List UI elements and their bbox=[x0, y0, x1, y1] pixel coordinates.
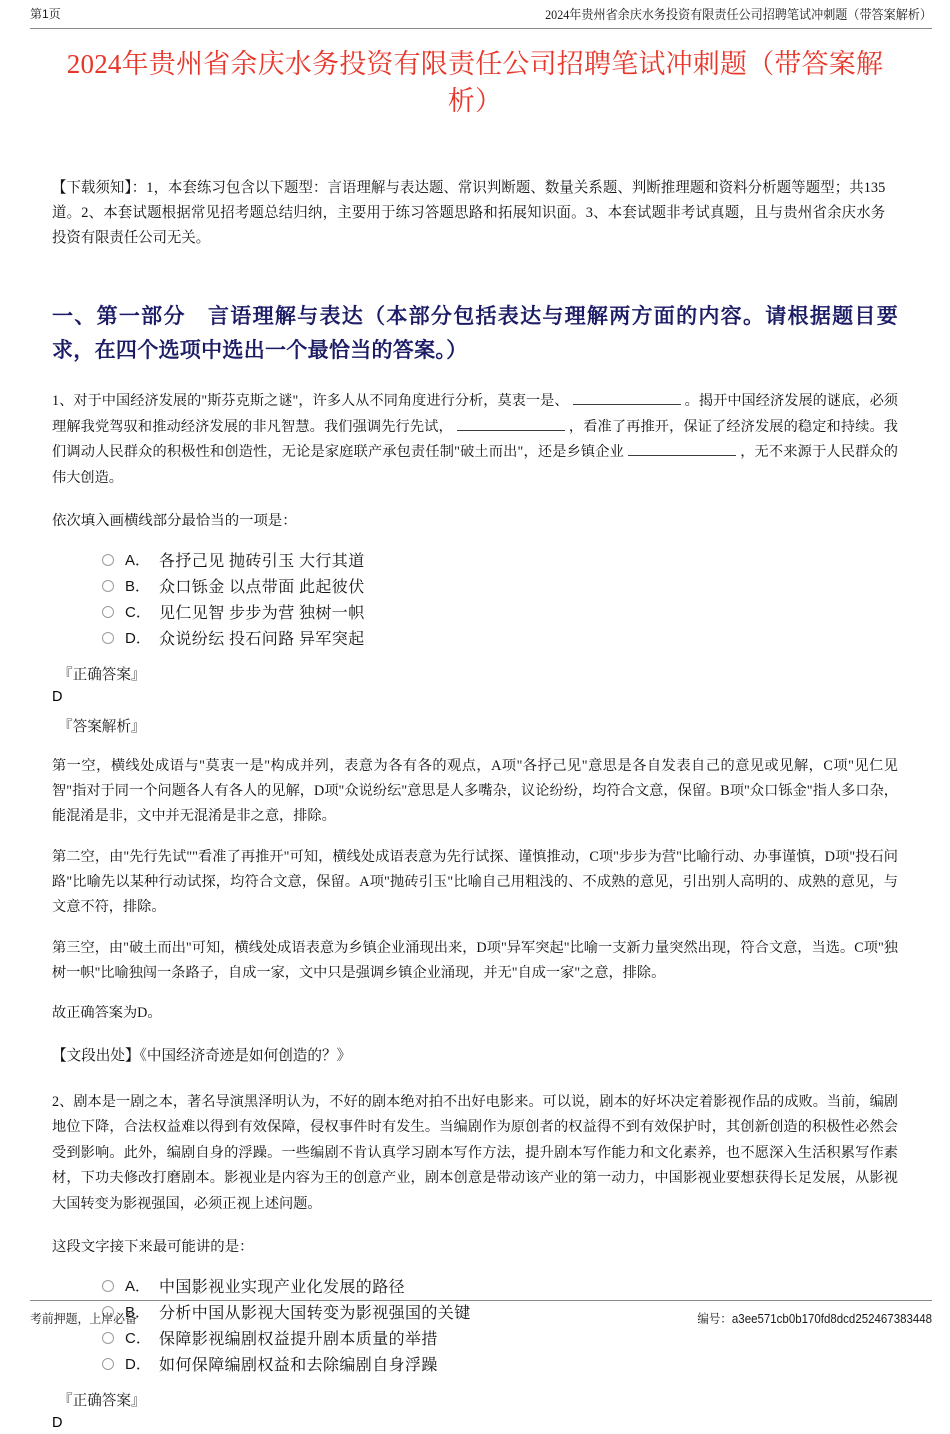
option-text: 中国影视业实现产业化发展的路径 bbox=[159, 1279, 406, 1297]
option-letter: B． bbox=[125, 578, 151, 596]
question-2-number: 2、 bbox=[52, 1093, 74, 1110]
page-footer bbox=[30, 1300, 932, 1331]
question-1-explanation-2: 第二空，由"先行先试""看准了再推开"可知，横线处成语表意为先行试探、谨慎推动，C项"步步为营"比喻行动、办事谨慎，D项"投石问路"比喻先以某种行动试探，均符合文意，保留。A项"抛砖引玉"比喻自己用粗浅的、不成熟的意见，引出别人高明的、成熟的意见，与文意不符，排除。 bbox=[52, 849, 898, 916]
option-row-2a[interactable] bbox=[102, 1273, 898, 1298]
question-2-stem bbox=[52, 1090, 898, 1218]
radio-button-icon[interactable] bbox=[102, 1332, 114, 1344]
question-1-explanation-conclusion: 故正确答案为D。 bbox=[52, 1004, 162, 1021]
option-row-1d[interactable] bbox=[102, 625, 898, 650]
fill-blank-2 bbox=[457, 417, 565, 431]
question-2-stem-text: 剧本是一剧之本，著名导演黑泽明认为，不好的剧本绝对拍不出好电影来。可以说，剧本的好坏决定着影视作品的成败。当前，编剧地位下降，合法权益难以得到有效保障，侵权事件时有发生。当编剧作为原创者的权益得不到有效保护时，其创新创造的积极性必然会受到影响。此外，编剧自身的浮躁。一些编剧不肯认真学习剧本写作方法，提升剧本写作能力和文化素养，也不愿深入生活积累写作素材，下功夫修改打磨剧本。影视业是内容为王的创意产业，剧本创意是带动该产业的第一动力，中国影视业要想获得长足发展，从影视大国转变为影视强国，必须正视上述问题。 bbox=[52, 1093, 898, 1212]
radio-button-icon[interactable] bbox=[102, 554, 114, 566]
question-2-answer-label: 『正确答案』 bbox=[58, 1393, 146, 1410]
question-1-source: 【文段出处】《中国经济奇迹是如何创造的？》 bbox=[52, 1047, 352, 1064]
footer-document-id: 编号：a3ee571cb0b170fd8dcd252467383448 bbox=[697, 1312, 932, 1326]
question-1-explanation-3: 第三空，由"破土而出"可知，横线处成语表意为乡镇企业涌现出来，D项"异军突起"比喻一支新力量突然出现，符合文意，当选。C项"独树一帜"比喻独闯一条路子，自成一家，文中只是强调乡镇企业涌现，并无"自成一家"之意，排除。 bbox=[52, 940, 898, 982]
question-1-answer-value: D bbox=[52, 689, 63, 706]
option-letter: D． bbox=[125, 1356, 151, 1374]
option-text: 众口铄金 以点带面 此起彼伏 bbox=[159, 579, 365, 597]
option-row-2d[interactable] bbox=[102, 1351, 898, 1376]
running-title: 2024年贵州省余庆水务投资有限责任公司招聘笔试冲刺题（带答案解析） bbox=[545, 6, 932, 22]
option-text: 如何保障编剧权益和去除编剧自身浮躁 bbox=[159, 1357, 438, 1375]
footer-slogan: 考前押题，上岸必备 bbox=[30, 1312, 137, 1326]
option-row-1a[interactable] bbox=[102, 547, 898, 572]
document-title: 2024年贵州省余庆水务投资有限责任公司招聘笔试冲刺题（带答案解析） bbox=[66, 49, 884, 116]
option-letter: D． bbox=[125, 630, 151, 648]
question-1-stem bbox=[52, 389, 898, 491]
option-text: 保障影视编剧权益提升剧本质量的举措 bbox=[159, 1331, 438, 1349]
question-1-prompt: 依次填入画横线部分最恰当的一项是： bbox=[52, 513, 297, 529]
option-text: 众说纷纭 投石问路 异军突起 bbox=[159, 631, 365, 649]
radio-button-icon[interactable] bbox=[102, 606, 114, 618]
option-letter: C． bbox=[125, 1330, 151, 1348]
question-1-number: 1、 bbox=[52, 393, 74, 409]
page-number-label: 第1页 bbox=[30, 7, 61, 21]
radio-button-icon[interactable] bbox=[102, 632, 114, 644]
option-text: 各抒己见 抛砖引玉 大行其道 bbox=[159, 553, 365, 571]
question-2-prompt: 这段文字接下来最可能讲的是： bbox=[52, 1239, 254, 1256]
question-1-answer-label: 『正确答案』 bbox=[58, 667, 146, 684]
page-header bbox=[30, 0, 932, 29]
option-letter: A． bbox=[125, 552, 151, 570]
radio-button-icon[interactable] bbox=[102, 580, 114, 592]
question-block-2 bbox=[52, 1090, 898, 1434]
radio-button-icon[interactable] bbox=[102, 1280, 114, 1292]
question-1-stem-segment-2: 。揭开中国经济发展的谜底，必须理解我党驾驭和推动经济发展的非凡智慧。我们强调先行先试， bbox=[52, 393, 898, 435]
option-row-1c[interactable] bbox=[102, 599, 898, 624]
download-notice: 【下载须知】：1，本套练习包含以下题型：言语理解与表达题、常识判断题、数量关系题、判断推理题和资料分析题等题型；共135道。2、本套试题根据常见招考题总结归纳，主要用于练习答题思路和拓展知识面。3、本套试题非考试真题，且与贵州省余庆水务投资有限责任公司无关。 bbox=[52, 180, 886, 246]
option-letter: B． bbox=[125, 1304, 151, 1322]
option-text: 见仁见智 步步为营 独树一帜 bbox=[159, 605, 365, 623]
question-2-answer-value: D bbox=[52, 1415, 63, 1432]
fill-blank-1 bbox=[573, 391, 681, 405]
radio-button-icon[interactable] bbox=[102, 1358, 114, 1370]
section-heading-part-one: 一、第一部分 言语理解与表达（本部分包括表达与理解两方面的内容。请根据题目要求，在四个选项中选出一个最恰当的答案。） bbox=[52, 304, 898, 362]
question-1-options bbox=[52, 547, 898, 650]
question-1-stem-segment-3: ，看准了再推开，保证了经济发展的稳定和持续。我们调动人民群众的积极性和创造性，无论是家庭联产承包责任制"破土而出"，还是乡镇企业 bbox=[52, 418, 898, 460]
option-text: 分析中国从影视大国转变为影视强国的关键 bbox=[159, 1305, 471, 1323]
question-1-stem-segment-1: 对于中国经济发展的"斯芬克斯之谜"，许多人从不同角度进行分析，莫衷一是、 bbox=[73, 393, 569, 409]
question-block-1 bbox=[52, 389, 898, 1068]
option-letter: A． bbox=[125, 1278, 151, 1296]
option-row-1b[interactable] bbox=[102, 573, 898, 598]
fill-blank-3 bbox=[628, 442, 736, 456]
option-letter: C． bbox=[125, 604, 151, 622]
document-content bbox=[52, 38, 898, 1434]
question-1-explanation-label: 『答案解析』 bbox=[58, 719, 146, 736]
question-1-explanation-1: 第一空，横线处成语与"莫衷一是"构成并列，表意为各有各的观点，A项"各抒己见"意思是各自发表自己的意见或见解，C项"见仁见智"指对于同一个问题各人有各人的见解，D项"众说纷纭"意思是人多嘴杂，议论纷纷，均符合文意，保留。B项"众口铄金"指人多口杂，能混淆是非，文中并无混淆是非之意，排除。 bbox=[52, 758, 898, 825]
question-1-stem-segment-4: ，无不来源于人民群众的伟大创造。 bbox=[52, 444, 898, 486]
